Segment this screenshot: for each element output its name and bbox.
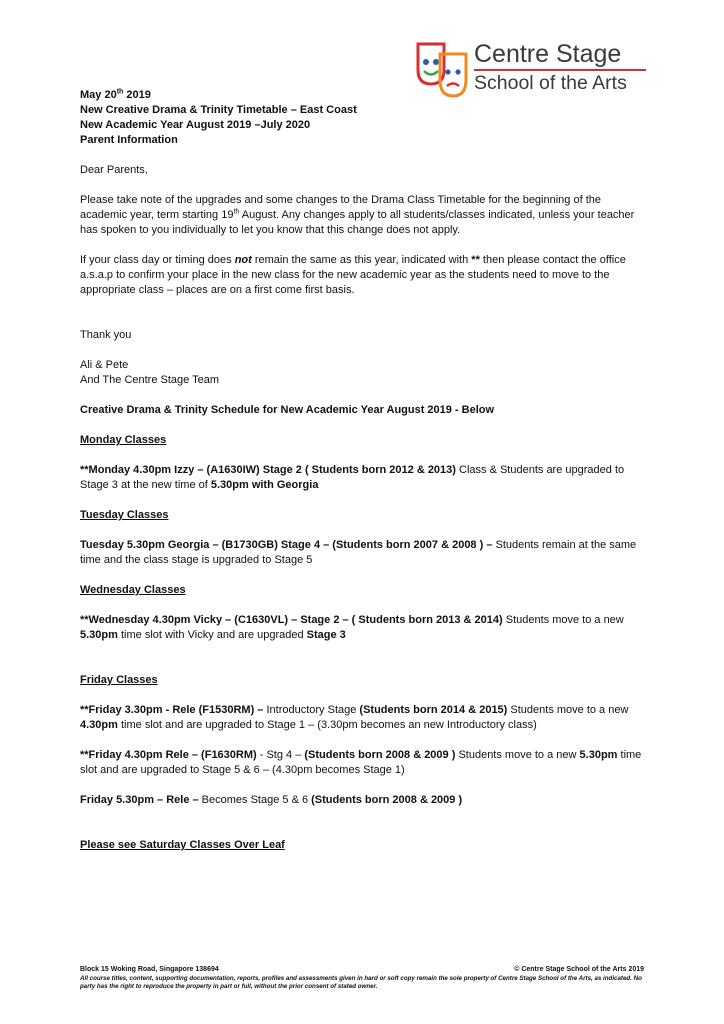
footer-address: Block 15 Woking Road, Singapore 138694 <box>80 966 219 973</box>
letter-title: New Creative Drama & Trinity Timetable – East Coast <box>80 104 357 116</box>
monday-class: **Monday 4.30pm Izzy – (A1630IW) Stage 2 ( Students born 2012 & 2013) Class & Students are upgraded to Stage 3 at the new time of 5.30pm with Georgia <box>80 464 625 491</box>
monday-heading: Monday Classes <box>80 434 167 446</box>
page-footer <box>80 966 644 992</box>
tuesday-heading: Tuesday Classes <box>80 509 169 521</box>
paragraph-contact: If your class day or timing does not remain the same as this year, indicated with ** then please contact the office a.s.a.p to confirm your place in the new class for the new academic year as the students need to move to the appropriate class – places are on a first come first basis. <box>80 254 626 296</box>
wednesday-class: **Wednesday 4.30pm Vicky – (C1630VL) – Stage 2 – ( Students born 2013 & 2014) Students move to a new 5.30pm time slot with Vicky and are upgraded Stage 3 <box>80 614 624 641</box>
footer-legal: All course titles, content, supporting documentation, reports, profiles and assessments given in hard or soft copy remain the sole property of Centre Stage School of the Arts, as indicated. No party has the right to reproduce the property in part or full, without the prior consent of stated owner. <box>80 974 642 990</box>
letter-subtitle: Parent Information <box>80 134 178 146</box>
signoff-team: And The Centre Stage Team <box>80 374 220 386</box>
letter-date: May 20th 2019 <box>80 88 151 101</box>
thank-you: Thank you <box>80 329 132 341</box>
paragraph-upgrades: Please take note of the upgrades and some changes to the Drama Class Timetable for the beginning of the academic year, term starting 19th August. Any changes apply to all students/classes indicated, unless your teacher has spoken to you individually to let you know that this change does not apply. <box>80 194 635 236</box>
friday-class-430: **Friday 4.30pm Rele – (F1630RM) - Stg 4 – (Students born 2008 & 2009 ) Students move to a new 5.30pm time slot and are upgraded to Stage 5 & 6 – (4.30pm becomes Stage 1) <box>80 749 642 776</box>
letter-body <box>80 88 650 853</box>
logo-rule <box>474 69 646 71</box>
letter-academic-year: New Academic Year August 2019 –July 2020 <box>80 119 311 131</box>
friday-class-330: **Friday 3.30pm - Rele (F1530RM) – Introductory Stage (Students born 2014 & 2015) Students move to a new 4.30pm time slot and are upgraded to Stage 1 – (3.30pm becomes an new Introductory class) <box>80 704 629 731</box>
friday-class-530: Friday 5.30pm – Rele – Becomes Stage 5 & 6 (Students born 2008 & 2009 ) <box>80 794 463 806</box>
footer-copyright: © Centre Stage School of the Arts 2019 <box>514 966 644 973</box>
signoff-names: Ali & Pete <box>80 359 129 371</box>
overleaf-note: Please see Saturday Classes Over Leaf <box>80 839 285 851</box>
schedule-title: Creative Drama & Trinity Schedule for New Academic Year August 2019 - Below <box>80 404 495 416</box>
logo-tagline: School of the Arts <box>474 72 627 94</box>
wednesday-heading: Wednesday Classes <box>80 584 186 596</box>
friday-heading: Friday Classes <box>80 674 158 686</box>
salutation: Dear Parents, <box>80 164 148 176</box>
logo-name: Centre Stage <box>474 40 622 68</box>
tuesday-class: Tuesday 5.30pm Georgia – (B1730GB) Stage 4 – (Students born 2007 & 2008 ) – Students remain at the same time and the class stage is upgraded to Stage 5 <box>80 539 637 566</box>
